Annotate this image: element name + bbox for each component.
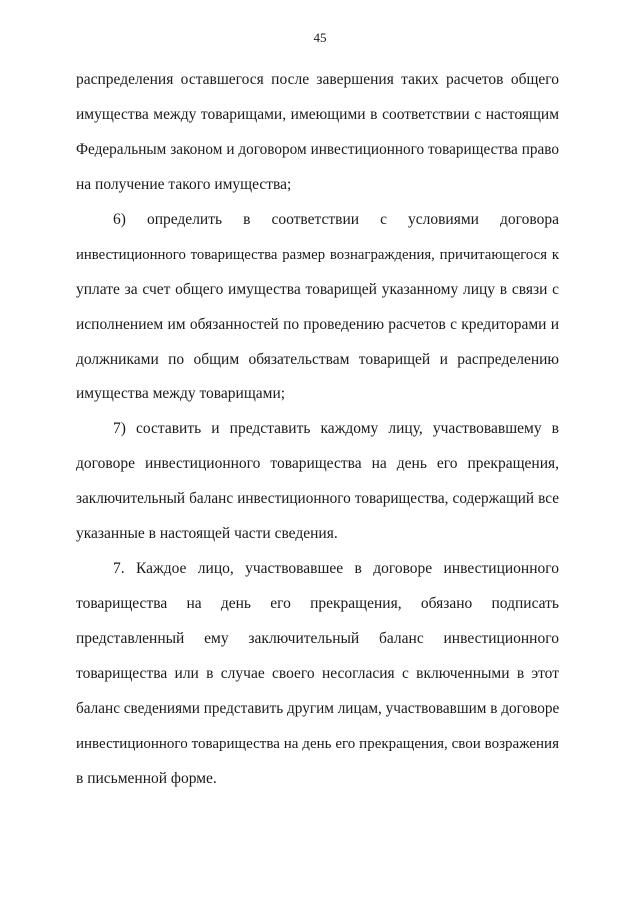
text-line: указанные в настоящей части сведения. <box>76 525 338 542</box>
text-line: договоре инвестиционного товарищества на день его прекращения, <box>76 455 559 472</box>
word: условиями <box>408 211 479 228</box>
text-line: 7) составить и представить каждому лицу, участвовавшему в <box>113 420 559 437</box>
word: представленный <box>76 630 185 647</box>
text-line: имущества между товарищами, имеющими в соответствии с настоящим <box>76 106 559 123</box>
word: прекращения, <box>310 595 402 612</box>
text-line: распределения оставшегося после завершения таких расчетов общего <box>76 71 559 88</box>
text-line: имущества между товарищами; <box>76 385 286 402</box>
text-line: товарищества или в случае своего несогласия с включенными в этот <box>76 665 559 682</box>
text-line <box>113 211 559 229</box>
text-line: заключительный баланс инвестиционного товарищества, содержащий все <box>76 490 559 507</box>
word: товарищества <box>76 595 168 612</box>
word: соответствии <box>271 211 360 228</box>
word: определить <box>146 211 223 228</box>
text-line <box>76 630 559 648</box>
text-line: на получение такого имущества; <box>76 176 292 193</box>
word: 6) <box>113 211 126 228</box>
word: договора <box>500 211 559 228</box>
page-number: 45 <box>313 30 327 45</box>
text-line: должниками по общим обязательствам товарищей и распределению <box>76 351 559 368</box>
word: подписать <box>491 595 559 612</box>
text-line: 7. Каждое лицо, участвовавшее в договоре инвестиционного <box>113 560 559 577</box>
text-line: исполнением им обязанностей по проведению расчетов с кредиторами и <box>76 316 559 333</box>
word: ему <box>204 630 229 647</box>
word: в <box>243 211 251 228</box>
text-line: инвестиционного товарищества размер вознаграждения, причитающегося к <box>76 247 559 263</box>
text-line: Федеральным законом и договором инвестиционного товарищества право <box>76 141 559 158</box>
text-line: уплате за счет общего имущества товарищей указанному лицу в связи с <box>76 281 559 298</box>
text-line <box>76 595 559 613</box>
text-line: инвестиционного товарищества на день его прекращения, свои возражения <box>76 736 559 752</box>
word: его <box>270 595 291 612</box>
word: заключительный <box>248 630 360 647</box>
word: баланс <box>379 630 424 647</box>
text-line: в письменной форме. <box>76 770 217 787</box>
word: с <box>380 211 387 228</box>
word: инвестиционного <box>443 630 559 647</box>
word: на <box>186 595 202 612</box>
word: день <box>220 595 252 612</box>
word: обязано <box>420 595 473 612</box>
text-line: баланс сведениями представить другим лицам, участвовавшим в договоре <box>76 700 560 717</box>
